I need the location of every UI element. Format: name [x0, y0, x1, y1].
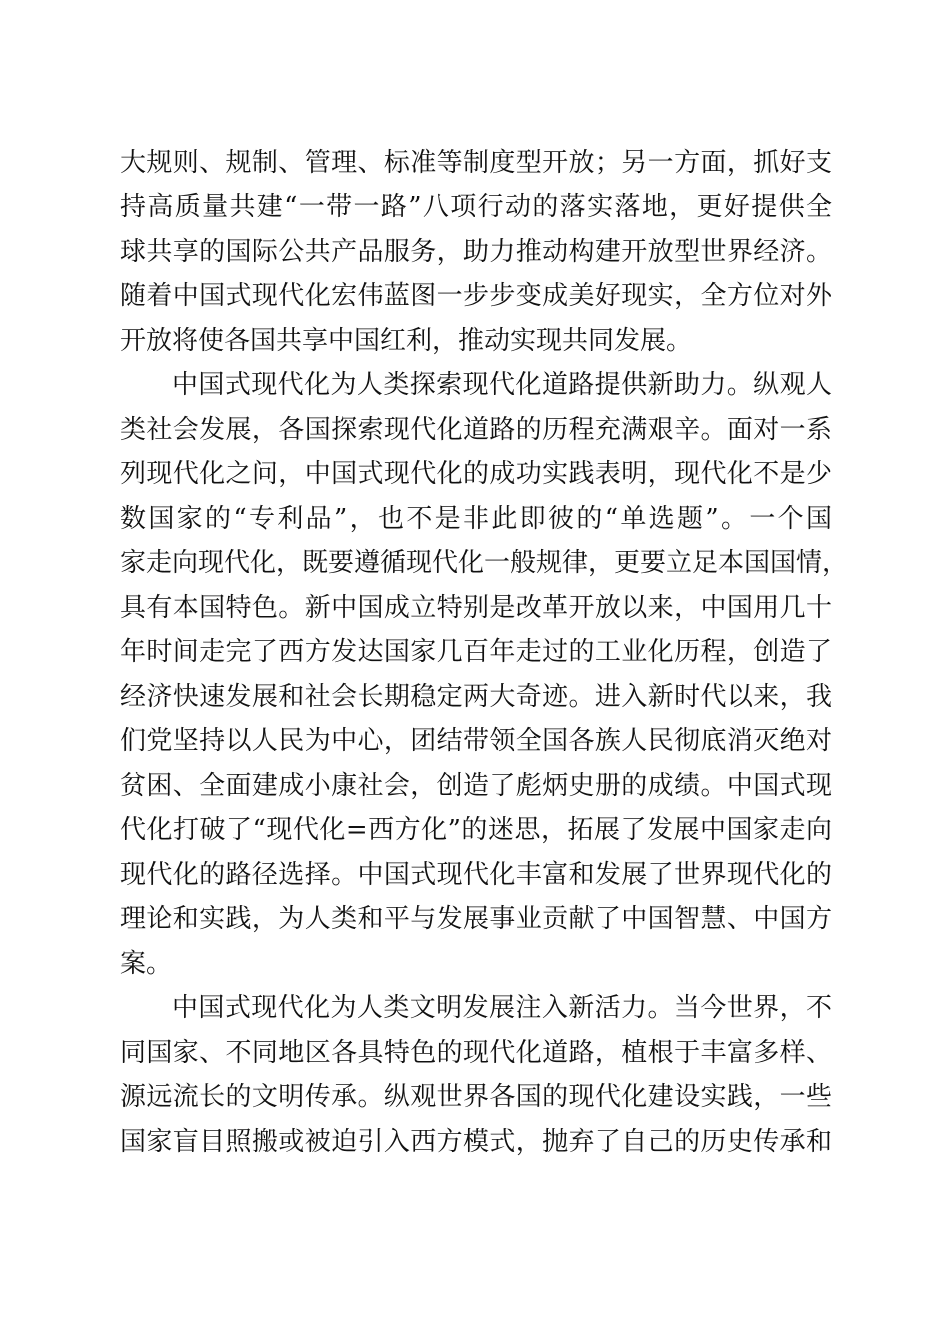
text-line: 家走向现代化，既要遵循现代化一般规律，更要立足本国国情， — [120, 548, 849, 578]
text-line: 大规则、规制、管理、标准等制度型开放；另一方面，抓好支 — [120, 148, 832, 178]
text-line: 类社会发展，各国探索现代化道路的历程充满艰辛。面对一系 — [120, 415, 832, 445]
text-line: 理论和实践，为人类和平与发展事业贡献了中国智慧、中国方 — [120, 904, 832, 934]
text-line: 现代化的路径选择。中国式现代化丰富和发展了世界现代化的 — [120, 860, 832, 890]
text-line: 代化打破了“现代化=西方化”的迷思，拓展了发展中国家走向 — [120, 815, 832, 845]
text-line: 开放将使各国共享中国红利，推动实现共同发展。 — [120, 326, 693, 356]
text-line: 源远流长的文明传承。纵观世界各国的现代化建设实践，一些 — [120, 1082, 832, 1112]
text-line: 年时间走完了西方发达国家几百年走过的工业化历程，创造了 — [120, 637, 832, 667]
text-line: 国家盲目照搬或被迫引入西方模式，抛弃了自己的历史传承和 — [120, 1127, 832, 1157]
text-line: 同国家、不同地区各具特色的现代化道路，植根于丰富多样、 — [120, 1038, 832, 1068]
text-line: 持高质量共建“一带一路”八项行动的落实落地，更好提供全 — [120, 192, 832, 222]
text-line: 贫困、全面建成小康社会，创造了彪炳史册的成绩。中国式现 — [120, 771, 832, 801]
text-line: 列现代化之问，中国式现代化的成功实践表明，现代化不是少 — [120, 459, 832, 489]
text-line: 数国家的“专利品”，也不是非此即彼的“单选题”。一个国 — [120, 504, 832, 534]
text-line: 经济快速发展和社会长期稳定两大奇迹。进入新时代以来，我 — [120, 682, 832, 712]
text-line: 案。 — [120, 949, 173, 979]
paragraph-first-line: 中国式现代化为人类探索现代化道路提供新助力。纵观人 — [172, 370, 832, 400]
text-line: 具有本国特色。新中国成立特别是改革开放以来，中国用几十 — [120, 593, 832, 623]
paragraph-first-line: 中国式现代化为人类文明发展注入新活力。当今世界，不 — [172, 993, 832, 1023]
text-line: 们党坚持以人民为中心，团结带领全国各族人民彻底消灭绝对 — [120, 726, 832, 756]
text-line: 随着中国式现代化宏伟蓝图一步步变成美好现实，全方位对外 — [120, 281, 832, 311]
text-line: 球共享的国际公共产品服务，助力推动构建开放型世界经济。 — [120, 237, 832, 267]
